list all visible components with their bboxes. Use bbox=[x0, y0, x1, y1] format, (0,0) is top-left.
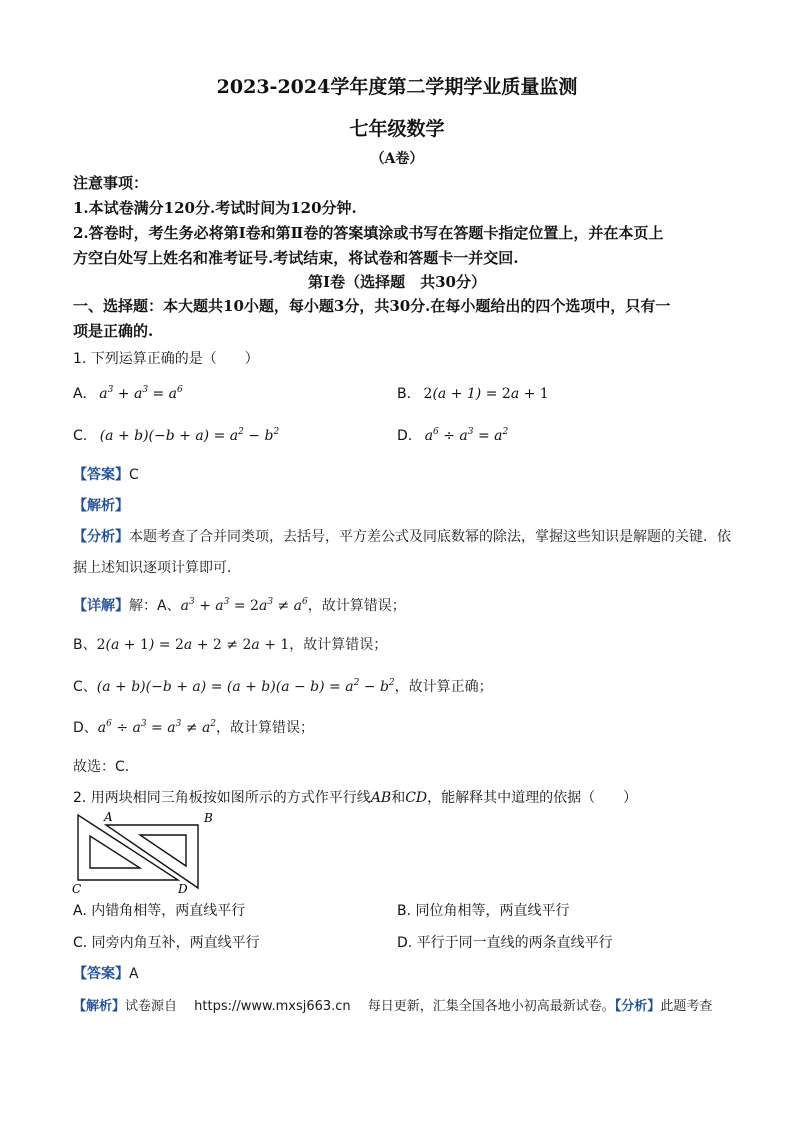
q1-detail-d-formula: $a^6 \div a^3 = a^3 \ne a^2$ bbox=[97, 719, 217, 736]
q1-detail-b-formula: 2(a + 1) = 2a + 2 ≠ 2a + 1 bbox=[96, 637, 290, 653]
part1-instructions-line-2: 项是正确的. bbox=[73, 322, 154, 340]
q1-answer-value: C bbox=[129, 467, 139, 483]
q2-fenxi-start: 此题考查 bbox=[660, 999, 713, 1014]
q1-option-d-label: D. bbox=[397, 428, 413, 444]
q1-stem: 1. 下列运算正确的是（ ） bbox=[73, 351, 259, 367]
q1-detail-b-suffix: ，故计算错误； bbox=[289, 637, 388, 653]
q2-analysis bbox=[73, 995, 712, 1014]
q1-fenxi-text-1: 本题考查了合并同类项，去括号，平方差公式及同底数幂的除法，掌握这些知识是解题的关键．依 bbox=[129, 529, 731, 545]
notice-item-2-line-1: 2.答卷时，考生务必将第Ⅰ卷和第Ⅱ卷的答案填涂或书写在答题卡指定位置上，并在本页上 bbox=[73, 224, 664, 242]
q1-detail-tag: 【详解】 bbox=[73, 598, 129, 614]
notice-item-1: 1.本试卷满分120分.考试时间为120分钟. bbox=[73, 199, 357, 217]
q2-analysis-tag: 【解析】 bbox=[73, 999, 126, 1014]
q2-answer-tag: 【答案】 bbox=[73, 966, 129, 982]
notice-item-2-line-2: 方空白处写上姓名和准考证号.考试结束，将试卷和答题卡一并交回. bbox=[73, 249, 519, 267]
figure-label-d: D bbox=[178, 882, 188, 896]
q2-answer bbox=[73, 963, 139, 983]
q1-option-b-formula: 2(a + 1) = 2a + 1 bbox=[423, 386, 549, 402]
exam-volume: （A卷） bbox=[370, 151, 424, 167]
left-triangle-inner bbox=[90, 836, 140, 868]
q1-option-a-formula: $a^3 + a^3 = a^6$ bbox=[99, 385, 183, 402]
right-triangle-inner bbox=[140, 835, 186, 866]
q1-option-a-label: A. bbox=[73, 386, 87, 402]
q1-analysis bbox=[73, 495, 129, 515]
q1-detail-d-suffix: ，故计算错误； bbox=[216, 720, 315, 736]
q2-option-a: A. 内错角相等，两直线平行 bbox=[73, 903, 246, 919]
q1-option-d-formula: $a^6 \div a^3 = a^2$ bbox=[424, 427, 509, 444]
exam-subject: 七年级数学 bbox=[349, 118, 445, 140]
q1-detail-d-prefix: D、 bbox=[73, 720, 98, 736]
q1-option-b bbox=[397, 386, 549, 402]
q1-option-a bbox=[73, 386, 183, 402]
figure-label-c: C bbox=[72, 882, 82, 896]
q1-fenxi-line-1 bbox=[73, 526, 731, 546]
q1-option-c-formula: $(a + b)(-b + a) = a^2 - b^2$ bbox=[99, 427, 280, 444]
q1-answer-tag: 【答案】 bbox=[73, 467, 129, 483]
part1-heading: 第Ⅰ卷（选择题 共30分） bbox=[308, 273, 486, 291]
q1-option-b-label: B. bbox=[397, 386, 412, 402]
q2-option-b: B. 同位角相等，两直线平行 bbox=[397, 903, 570, 919]
q2-option-c: C. 同旁内角互补，两直线平行 bbox=[73, 935, 260, 951]
q1-option-d bbox=[397, 428, 508, 444]
q1-detail-c-suffix: ，故计算正确； bbox=[394, 679, 493, 695]
q1-option-c bbox=[73, 428, 279, 444]
q2-answer-value: A bbox=[129, 966, 139, 982]
q1-detail-c-formula: $(a + b)(-b + a) = (a + b)(a - b) = a^2 - b^2$ bbox=[96, 678, 395, 695]
exam-title: 2023-2024学年度第二学期学业质量监测 bbox=[216, 76, 578, 98]
figure-label-b: B bbox=[204, 811, 213, 825]
q1-detail-a-suffix: ，故计算错误； bbox=[307, 598, 406, 614]
q1-option-c-label: C. bbox=[73, 428, 88, 444]
q2-option-d: D. 平行于同一直线的两条直线平行 bbox=[397, 935, 613, 951]
part1-instructions-line-1: 一、选择题：本大题共10小题，每小题3分，共30分.在每小题给出的四个选项中，只有一 bbox=[73, 297, 671, 315]
q1-conclusion: 故选：C． bbox=[73, 759, 139, 775]
notice-heading: 注意事项： bbox=[73, 174, 149, 192]
q2-stem-ab: AB bbox=[370, 790, 392, 806]
q1-answer bbox=[73, 464, 139, 484]
triangle-rulers-figure bbox=[68, 810, 228, 896]
q2-stem-pre: 2. 用两块相同三角板按如图所示的方式作平行线 bbox=[73, 790, 371, 806]
q2-stem-and: 和 bbox=[391, 790, 406, 806]
q2-stem-cd: CD bbox=[405, 790, 428, 806]
q2-fenxi-tag: 【分析】 bbox=[614, 999, 661, 1014]
q1-detail-b bbox=[73, 634, 387, 654]
q1-detail-a-formula: $a^3 + a^3 = 2a^3 \ne a^6$ bbox=[180, 597, 308, 614]
q1-analysis-tag: 【解析】 bbox=[73, 498, 129, 514]
q1-detail-c bbox=[73, 676, 493, 696]
q2-stem-post: ，能解释其中道理的依据（ ） bbox=[427, 790, 638, 806]
q1-fenxi-line-2: 据上述知识逐项计算即可． bbox=[73, 560, 241, 576]
q1-detail-d bbox=[73, 717, 314, 737]
q1-detail-c-prefix: C、 bbox=[73, 679, 97, 695]
q1-fenxi-tag: 【分析】 bbox=[73, 529, 129, 545]
q2-source: 试卷源自 https://www.mxsj663.cn 每日更新，汇集全国各地小初高最新试卷。 bbox=[125, 999, 615, 1014]
q1-detail-a-prefix: 解：A、 bbox=[129, 598, 181, 614]
q1-detail-b-prefix: B、 bbox=[73, 637, 97, 653]
q1-detail-a bbox=[73, 595, 406, 615]
q2-stem bbox=[73, 787, 637, 807]
figure-label-a: A bbox=[104, 810, 113, 824]
